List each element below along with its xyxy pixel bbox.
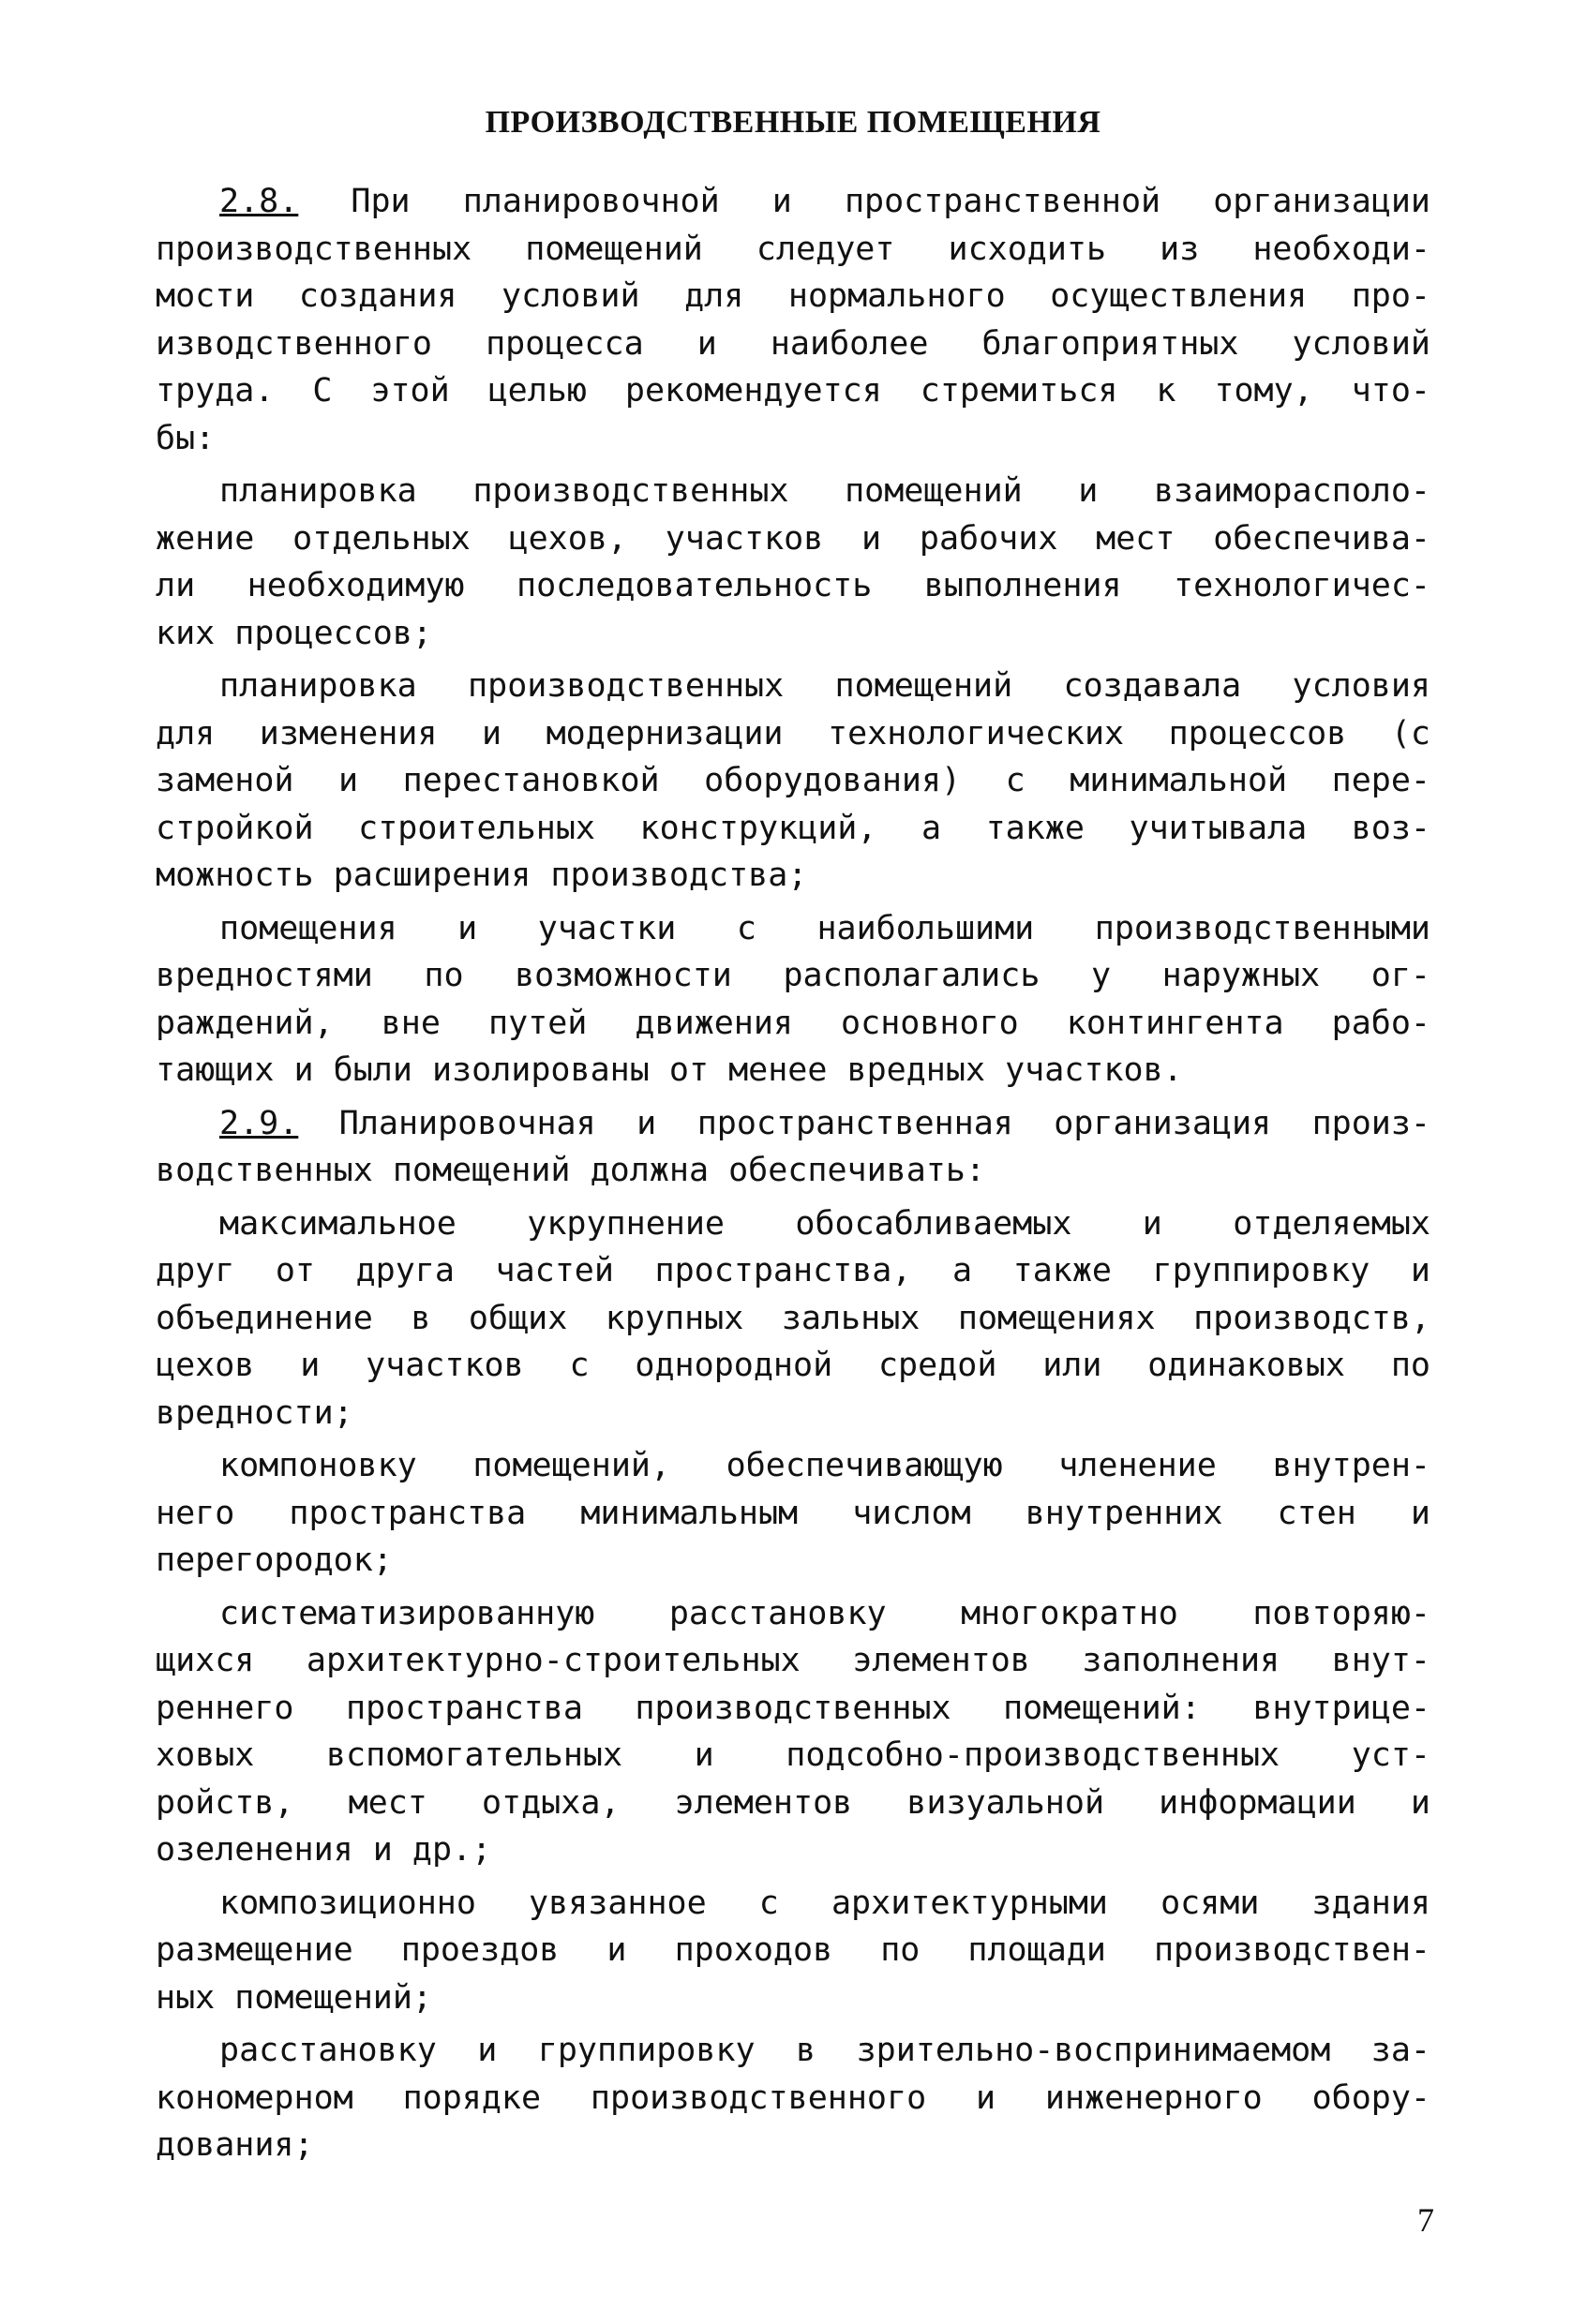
page-number: 7 bbox=[1417, 2201, 1434, 2239]
text-line: раждений, вне путей движения основного контингента рабо- bbox=[156, 1004, 1430, 1042]
text-line: производственных помещений следует исходить из необходи- bbox=[156, 230, 1430, 268]
section-number: 2.9. bbox=[219, 1104, 299, 1142]
section-number: 2.8. bbox=[219, 183, 299, 220]
section-2-9 bbox=[156, 1100, 1430, 1195]
list-item bbox=[156, 663, 1430, 900]
text-line: можность расширения производства; bbox=[156, 857, 808, 894]
list-item bbox=[156, 1442, 1430, 1585]
text-line: щихся архитектурно-строительных элементов заполнения внут- bbox=[156, 1642, 1430, 1679]
text-line: цехов и участков с однородной средой или одинаковых по bbox=[156, 1347, 1430, 1384]
text-line: стройкой строительных конструкций, а также учитывала воз- bbox=[156, 809, 1430, 847]
text-line: ховых вспомогательных и подсобно-производственных уст- bbox=[156, 1736, 1430, 1774]
text-line: труда. С этой целью рекомендуется стремиться к тому, что- bbox=[156, 372, 1430, 410]
text-line: бы: bbox=[156, 419, 216, 457]
text-line: водственных помещений должна обеспечивать: bbox=[156, 1152, 986, 1189]
list-item bbox=[156, 2027, 1430, 2169]
text-line: компоновку помещений, обеспечивающую членение внутрен- bbox=[219, 1447, 1430, 1484]
section-2-8 bbox=[156, 178, 1430, 462]
text-line: ких процессов; bbox=[156, 614, 433, 652]
list-item bbox=[156, 1590, 1430, 1874]
text-line: кономерном порядке производственного и инженерного обору- bbox=[156, 2078, 1430, 2117]
page-heading: ПРОИЗВОДСТВЕННЫЕ ПОМЕЩЕНИЯ bbox=[485, 105, 1101, 140]
list-item bbox=[156, 905, 1430, 1095]
text-line: жение отдельных цехов, участков и рабочих мест обеспечива- bbox=[156, 519, 1430, 558]
text-line: вредности; bbox=[156, 1393, 353, 1432]
text-line: размещение проездов и проходов по площади производствен- bbox=[156, 1931, 1430, 1969]
text-line: ли необходимую последовательность выполнения технологичес- bbox=[156, 567, 1430, 604]
list-item bbox=[156, 1880, 1430, 2022]
text-line: вредностями по возможности располагались у наружных ог- bbox=[156, 957, 1430, 994]
text-line: ройств, мест отдыха, элементов визуальной информации и bbox=[156, 1783, 1430, 1822]
text-line: друг от друга частей пространства, а также группировку и bbox=[156, 1252, 1430, 1289]
text-line: 2.9. Планировочная и пространственная организация произ- bbox=[219, 1104, 1430, 1142]
text-line: 2.8. При планировочной и пространственной организации bbox=[219, 183, 1430, 220]
text-line: перегородок; bbox=[156, 1542, 393, 1579]
text-line: планировка производственных помещений создавала условия bbox=[219, 667, 1430, 705]
text-line: дования; bbox=[156, 2126, 314, 2164]
text-line: озеленения и др.; bbox=[156, 1831, 492, 1869]
text-line: него пространства минимальным числом внутренних стен и bbox=[156, 1494, 1430, 1532]
text-line: расстановку и группировку в зрительно-воспринимаемом за- bbox=[219, 2032, 1430, 2069]
text-line: тающих и были изолированы от менее вредных участков. bbox=[156, 1051, 1183, 1089]
text-line: систематизированную расстановку многократно повторяю- bbox=[219, 1594, 1430, 1632]
text-line: композиционно увязанное с архитектурными осями здания bbox=[219, 1884, 1430, 1922]
text-line: мости создания условий для нормального осуществления про- bbox=[156, 277, 1430, 315]
text-line: для изменения и модернизации технологических процессов (с bbox=[156, 714, 1430, 752]
list-item bbox=[156, 1200, 1430, 1438]
text-line: объединение в общих крупных зальных помещениях производств, bbox=[156, 1299, 1430, 1337]
list-item bbox=[156, 468, 1430, 657]
text-line: реннего пространства производственных помещений: внутрице- bbox=[156, 1689, 1430, 1727]
text-line: максимальное укрупнение обосабливаемых и отделяемых bbox=[219, 1204, 1430, 1243]
text-line: помещения и участки с наибольшими производственными bbox=[219, 909, 1430, 947]
text-line: изводственного процесса и наиболее благоприятных условий bbox=[156, 324, 1430, 363]
text-line: ных помещений; bbox=[156, 1978, 433, 2017]
text-line: планировка производственных помещений и взаиморасполо- bbox=[219, 472, 1430, 510]
body-text bbox=[156, 178, 1430, 2175]
text-line: заменой и перестановкой оборудования) с минимальной пере- bbox=[156, 762, 1430, 799]
